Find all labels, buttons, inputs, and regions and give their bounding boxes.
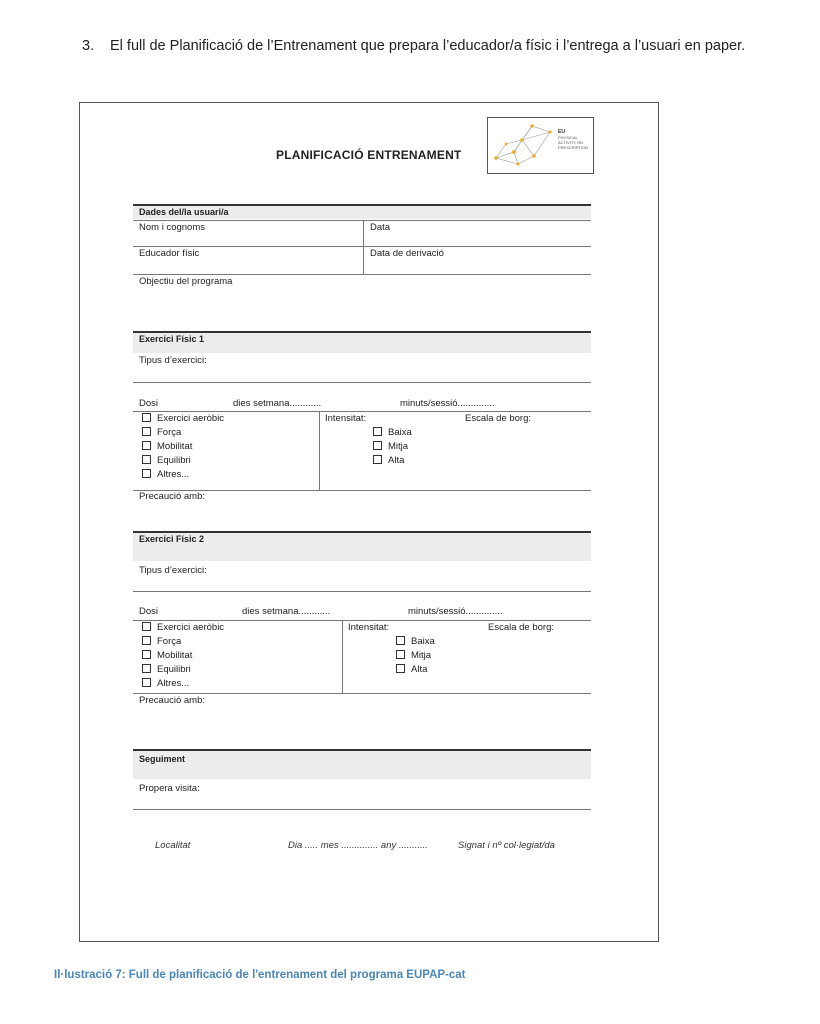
exercise-1-caution-label: Precaució amb: (139, 491, 206, 502)
form-title: PLANIFICACIÓ ENTRENAMENT (276, 148, 462, 162)
divider (133, 220, 591, 221)
checkbox-icon (142, 636, 151, 645)
referral-date-field-label: Data de derivació (370, 248, 444, 259)
exercise-1-level (373, 427, 412, 439)
exercise-2-option (142, 650, 192, 662)
figure-caption: Il·lustració 7: Full de planificació de l'entrenament del programa EUPAP-cat (54, 969, 466, 981)
divider (133, 693, 591, 694)
checkbox-icon (142, 427, 151, 436)
exercise-2-level (396, 650, 431, 662)
divider (133, 620, 591, 621)
divider (133, 274, 591, 275)
objective-field-label: Objectiu del programa (139, 276, 233, 287)
educator-field-label: Educador físic (139, 248, 200, 259)
option-label: Equilibri (157, 664, 191, 675)
checkbox-icon (142, 441, 151, 450)
network-logo-icon (492, 122, 556, 168)
divider (133, 246, 591, 247)
date-line-label: Dia ..... mes .............. any ........... (288, 840, 428, 851)
exercise-2-dose-label: Dosi (139, 606, 159, 617)
exercise-1-header (133, 331, 591, 353)
planning-sheet (79, 102, 659, 942)
checkbox-icon (373, 427, 382, 436)
divider (133, 591, 591, 592)
logo-line-3: PRESCRIPTION (558, 145, 589, 150)
exercise-1-intensity-label: Intensitat: (325, 413, 367, 424)
checkbox-icon (396, 664, 405, 673)
exercise-1-option (142, 413, 224, 425)
exercise-1-minutes-label: minuts/sessió.............. (400, 398, 495, 409)
exercise-2-option (142, 664, 191, 676)
checkbox-icon (373, 441, 382, 450)
exercise-1-dose-label: Dosi (139, 398, 159, 409)
exercise-2-option (142, 636, 181, 648)
exercise-2-days-label: dies setmana............ (242, 606, 331, 617)
option-label: Força (157, 427, 182, 438)
option-label: Exercici aeròbic (157, 413, 225, 424)
exercise-1-days-label: dies setmana............ (233, 398, 322, 409)
intro-text: El full de Planificació de l’Entrenament que prepara l’educador/a físic i l’entrega a l’usuari en paper. (110, 38, 746, 54)
checkbox-icon (142, 664, 151, 673)
exercise-1-option (142, 455, 191, 467)
divider (133, 382, 591, 383)
option-label: Força (157, 636, 182, 647)
divider (342, 620, 343, 693)
checkbox-icon (142, 469, 151, 478)
exercise-1-option (142, 427, 181, 439)
option-label: Exercici aeròbic (157, 622, 225, 633)
exercise-1-type-label: Tipus d’exercici: (139, 355, 207, 366)
exercise-2-level (396, 636, 435, 648)
signature-label: Signat i nº col·legiat/da (458, 840, 555, 851)
exercise-1-level (373, 455, 404, 467)
option-label: Mobilitat (157, 441, 193, 452)
eupap-logo (487, 117, 594, 174)
user-data-header (133, 204, 591, 219)
divider (133, 809, 591, 810)
option-label: Mobilitat (157, 650, 193, 661)
exercise-2-intensity-label: Intensitat: (348, 622, 390, 633)
exercise-1-level (373, 441, 408, 453)
checkbox-icon (142, 650, 151, 659)
name-field-label: Nom i cognoms (139, 222, 205, 233)
exercise-2-header-label: Exercici Físic 2 (139, 534, 205, 544)
level-label: Baixa (411, 636, 435, 647)
checkbox-icon (396, 650, 405, 659)
divider (133, 411, 591, 412)
exercise-1-borg-label: Escala de borg: (465, 413, 532, 424)
next-visit-label: Propera visita: (139, 783, 200, 794)
divider (363, 220, 364, 274)
exercise-2-type-label: Tipus d’exercici: (139, 565, 207, 576)
logo-line-1: PHYSICAL (558, 135, 578, 140)
option-label: Altres... (157, 469, 190, 480)
intro-number: 3. (82, 38, 95, 54)
intro-paragraph (82, 34, 782, 58)
option-label: Altres... (157, 678, 190, 689)
place-label: Localitat (155, 840, 191, 851)
checkbox-icon (142, 413, 151, 422)
level-label: Alta (411, 664, 428, 675)
date-field-label: Data (370, 222, 391, 233)
checkbox-icon (142, 622, 151, 631)
level-label: Alta (388, 455, 405, 466)
divider (319, 411, 320, 490)
checkbox-icon (142, 455, 151, 464)
user-data-header-label: Dades del/la usuari/a (139, 207, 229, 217)
level-label: Mitja (411, 650, 432, 661)
level-label: Mitja (388, 441, 409, 452)
exercise-1-option (142, 469, 189, 481)
checkbox-icon (142, 678, 151, 687)
logo-mark: EU (558, 129, 565, 135)
checkbox-icon (396, 636, 405, 645)
exercise-2-caution-label: Precaució amb: (139, 695, 206, 706)
exercise-2-option (142, 678, 189, 690)
followup-header-label: Seguiment (139, 754, 186, 764)
exercise-2-minutes-label: minuts/sessió.............. (408, 606, 503, 617)
exercise-2-borg-label: Escala de borg: (488, 622, 555, 633)
exercise-1-header-label: Exercici Físic 1 (139, 334, 205, 344)
exercise-1-option (142, 441, 192, 453)
logo-line-2: ACTIVITY ON (558, 140, 584, 145)
option-label: Equilibri (157, 455, 191, 466)
exercise-2-level (396, 664, 427, 676)
checkbox-icon (373, 455, 382, 464)
exercise-2-header (133, 531, 591, 561)
exercise-2-option (142, 622, 224, 634)
level-label: Baixa (388, 427, 412, 438)
followup-header (133, 749, 591, 779)
logo-text (558, 129, 588, 150)
